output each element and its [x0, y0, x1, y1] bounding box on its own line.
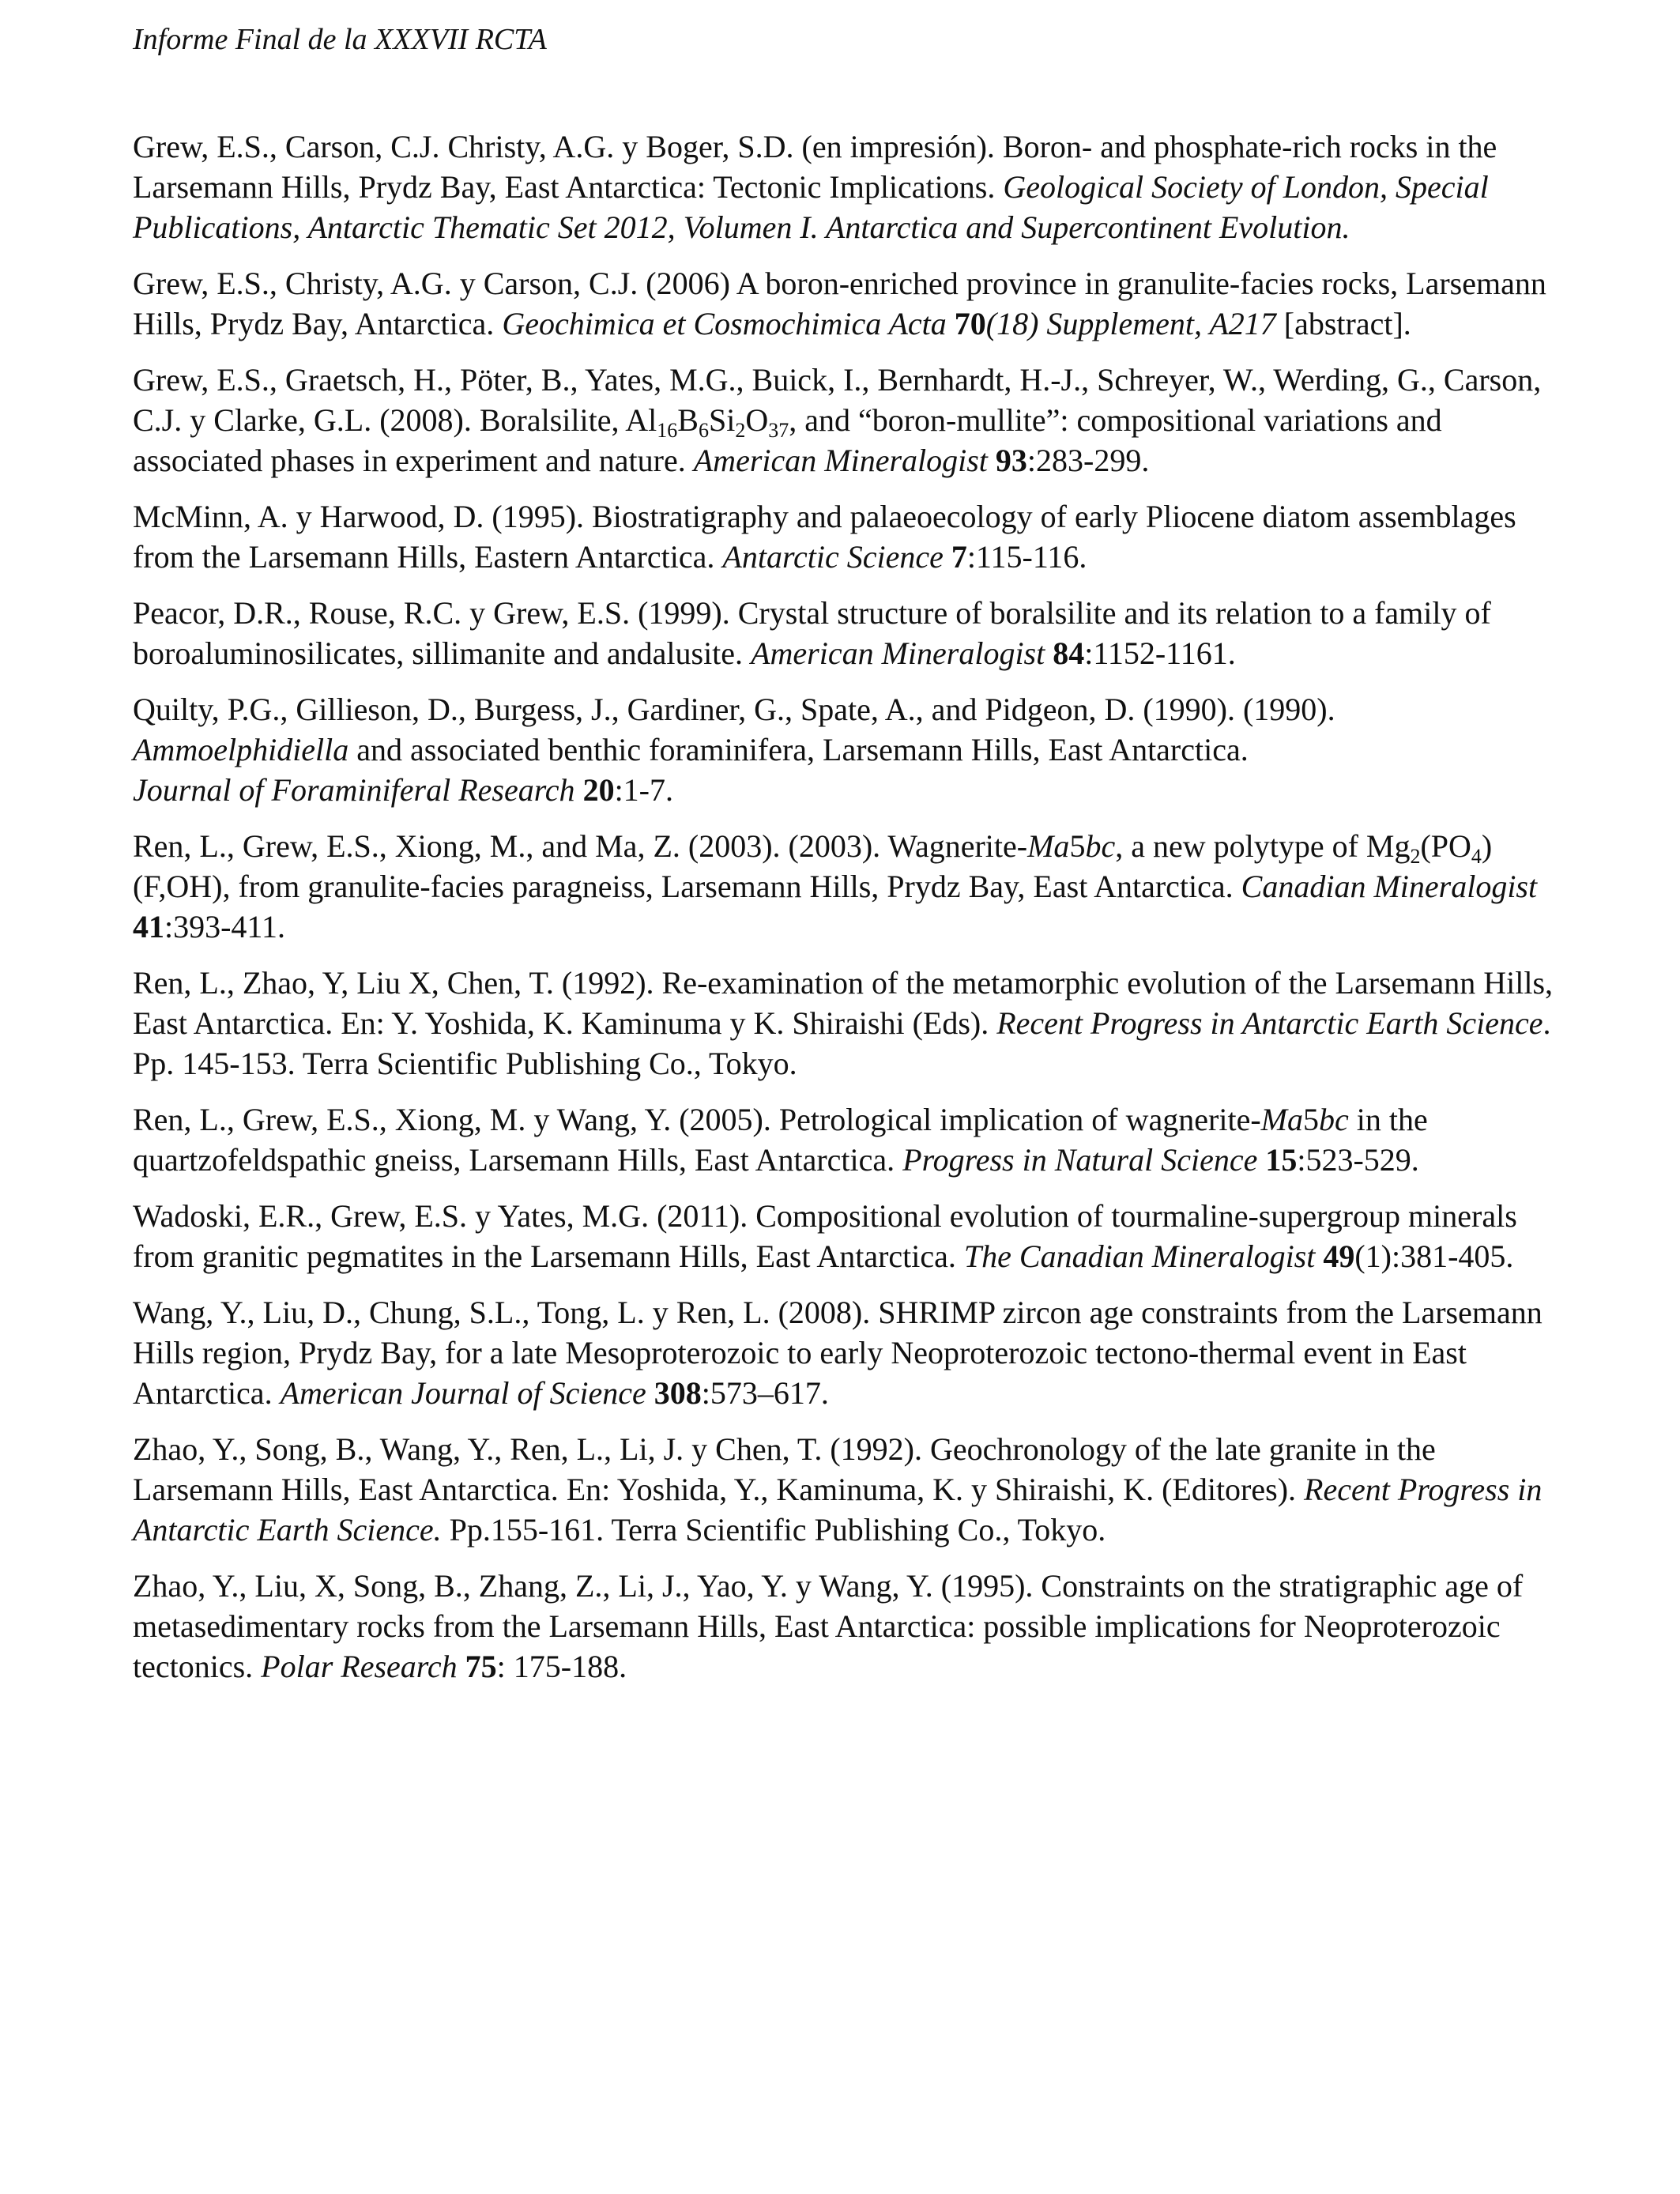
reference-text: 5 — [1069, 828, 1086, 864]
reference-text: Wadoski, E.R., Grew, E.S. y Yates, M.G. (2011). Compositional evolution of tourmaline-supergroup minerals from granitic pegmatites in the Larsemann Hills, East Antarctica. — [133, 1198, 1517, 1274]
italic-text: bc — [1318, 1102, 1349, 1137]
reference-text: :1152-1161. — [1084, 635, 1236, 671]
reference-entry — [133, 1292, 1555, 1413]
reference-text: : 175-188. — [496, 1649, 627, 1684]
italic-text: Geological Society of London, Special Publications, Antarctic Thematic Set 2012, Volumen I. Antarctica and Supercontinent Evolution. — [133, 169, 1489, 245]
reference-text: Pp.155-161. Terra Scientific Publishing Co., Tokyo. — [441, 1512, 1106, 1547]
italic-text: Journal of Foraminiferal Research — [133, 772, 583, 808]
reference-entry — [133, 496, 1555, 577]
volume-number: 84 — [1053, 635, 1085, 671]
italic-text: Canadian Mineralogist — [1241, 869, 1538, 904]
reference-text: [abstract]. — [1275, 306, 1411, 341]
reference-text: :573–617. — [701, 1375, 829, 1411]
reference-entry — [133, 263, 1555, 344]
volume-number: 7 — [951, 539, 967, 575]
reference-text: (1):381-405. — [1354, 1238, 1514, 1274]
reference-text: Zhao, Y., Liu, X, Song, B., Zhang, Z., Li, J., Yao, Y. y Wang, Y. (1995). Constraints on the stratigraphic age of metasedimentary rocks from the Larsemann Hills, East Antarctica: possible implications for Neoproterozoic tectonics. — [133, 1568, 1524, 1684]
reference-text: B — [677, 402, 699, 438]
italic-text: American Mineralogist — [751, 635, 1053, 671]
reference-entry — [133, 963, 1555, 1084]
reference-list — [133, 126, 1555, 1702]
italic-text: Polar Research — [261, 1649, 465, 1684]
volume-number: 70 — [954, 306, 986, 341]
volume-number: 15 — [1265, 1142, 1298, 1178]
italic-text: Ma — [1260, 1102, 1303, 1137]
reference-text: Quilty, P.G., Gillieson, D., Burgess, J., Gardiner, G., Spate, A., and Pidgeon, D. (1990). (1990). — [133, 692, 1335, 727]
italic-text: Geochimica et Cosmochimica Acta — [502, 306, 955, 341]
italic-text: Ma — [1027, 828, 1070, 864]
reference-text: McMinn, A. y Harwood, D. (1995). Biostratigraphy and palaeoecology of early Pliocene diatom assemblages from the Larsemann Hills, Eastern Antarctica. — [133, 499, 1516, 575]
reference-text: :523-529. — [1297, 1142, 1419, 1178]
reference-text: Ren, L., Zhao, Y, Liu X, Chen, T. (1992). Re-examination of the metamorphic evolution of the Larsemann Hills, East Antarctica. En: Y. Yoshida, K. Kaminuma y K. Shiraishi (Eds). — [133, 965, 1554, 1041]
reference-text: Wang, Y., Liu, D., Chung, S.L., Tong, L. y Ren, L. (2008). SHRIMP zircon age constraints from the Larsemann Hills region, Prydz Bay, for a late Mesoproterozoic to early Neoproterozoic tectono-thermal event in East Antarctica. — [133, 1295, 1543, 1411]
subscript: 2 — [1410, 845, 1421, 868]
italic-text: American Mineralogist — [693, 443, 996, 478]
subscript: 2 — [735, 419, 746, 442]
reference-text: :283-299. — [1026, 443, 1150, 478]
reference-text: Si — [708, 402, 736, 438]
reference-text: O — [745, 402, 769, 438]
reference-text: Grew, E.S., Graetsch, H., Pöter, B., Yates, M.G., Buick, I., Bernhardt, H.-J., Schreyer, W., Werding, G., Carson, C.J. y Clarke, G.L. (2008). Boralsilite, Al — [133, 362, 1542, 438]
reference-text: Grew, E.S., Christy, A.G. y Carson, C.J. (2006) A boron-enriched province in granulite-facies rocks, Larsemann Hills, Prydz Bay, Antarctica. — [133, 266, 1546, 341]
reference-entry — [133, 593, 1555, 673]
italic-text: Recent Progress in Antarctic Earth Science. — [133, 1472, 1543, 1547]
reference-entry — [133, 826, 1555, 947]
reference-text: Zhao, Y., Song, B., Wang, Y., Ren, L., Li, J. y Chen, T. (1992). Geochronology of the late granite in the Larsemann Hills, East Antarctica. En: Yoshida, Y., Kaminuma, K. y Shiraishi, K. (Editores). — [133, 1431, 1436, 1507]
volume-number: 93 — [995, 443, 1027, 478]
reference-entry — [133, 1429, 1555, 1550]
reference-text: :393-411. — [164, 909, 285, 944]
reference-text: :1-7. — [614, 772, 673, 808]
reference-text: , and “boron-mullite”: compositional variations and associated phases in experiment and nature. — [133, 402, 1442, 478]
reference-text: Ren, L., Grew, E.S., Xiong, M. y Wang, Y. (2005). Petrological implication of wagnerite- — [133, 1102, 1261, 1137]
subscript: 6 — [698, 419, 709, 442]
volume-number: 41 — [133, 909, 164, 944]
reference-text: . Pp. 145-153. Terra Scientific Publishing Co., Tokyo. — [133, 1005, 1551, 1081]
reference-text: Ren, L., Grew, E.S., Xiong, M., and Ma, Z. (2003). (2003). Wagnerite- — [133, 828, 1028, 864]
reference-text: 5 — [1302, 1102, 1319, 1137]
subscript: 37 — [768, 419, 789, 442]
subscript: 4 — [1471, 845, 1482, 868]
italic-text: Antarctic Science — [722, 539, 951, 575]
volume-number: 308 — [654, 1375, 702, 1411]
italic-text: bc — [1085, 828, 1116, 864]
page-header: Informe Final de la XXXVII RCTA — [133, 23, 547, 56]
reference-text: (PO — [1420, 828, 1471, 864]
reference-entry — [133, 689, 1555, 810]
reference-text: :115-116. — [966, 539, 1087, 575]
volume-number: 75 — [465, 1649, 497, 1684]
reference-entry — [133, 1099, 1555, 1180]
reference-text: in the quartzofeldspathic gneiss, Larsemann Hills, East Antarctica. — [133, 1102, 1428, 1178]
reference-entry — [133, 360, 1555, 481]
reference-text: , a new polytype of Mg — [1115, 828, 1411, 864]
reference-entry — [133, 126, 1555, 247]
reference-text: and associated benthic foraminifera, Larsemann Hills, East Antarctica. — [348, 732, 1249, 767]
reference-text: Grew, E.S., Carson, C.J. Christy, A.G. y Boger, S.D. (en impresión). Boron- and phosphate-rich rocks in the Larsemann Hills, Prydz Bay, East Antarctica: Tectonic Implications. — [133, 129, 1497, 205]
reference-text: )(F,OH), from granulite-facies paragneiss, Larsemann Hills, Prydz Bay, East Antarctica. — [133, 828, 1493, 904]
italic-text: (18) Supplement, A217 — [985, 306, 1276, 341]
volume-number: 20 — [582, 772, 615, 808]
reference-text: Peacor, D.R., Rouse, R.C. y Grew, E.S. (1999). Crystal structure of boralsilite and its relation to a family of boroaluminosilicates, sillimanite and andalusite. — [133, 595, 1491, 671]
subscript: 16 — [657, 419, 678, 442]
italic-text: The Canadian Mineralogist — [963, 1238, 1324, 1274]
reference-entry — [133, 1566, 1555, 1687]
italic-text: Ammoelphidiella — [133, 732, 349, 767]
volume-number: 49 — [1323, 1238, 1355, 1274]
italic-text: Progress in Natural Science — [902, 1142, 1266, 1178]
italic-text: Recent Progress in Antarctic Earth Science — [996, 1005, 1543, 1041]
italic-text: American Journal of Science — [280, 1375, 654, 1411]
reference-entry — [133, 1196, 1555, 1276]
